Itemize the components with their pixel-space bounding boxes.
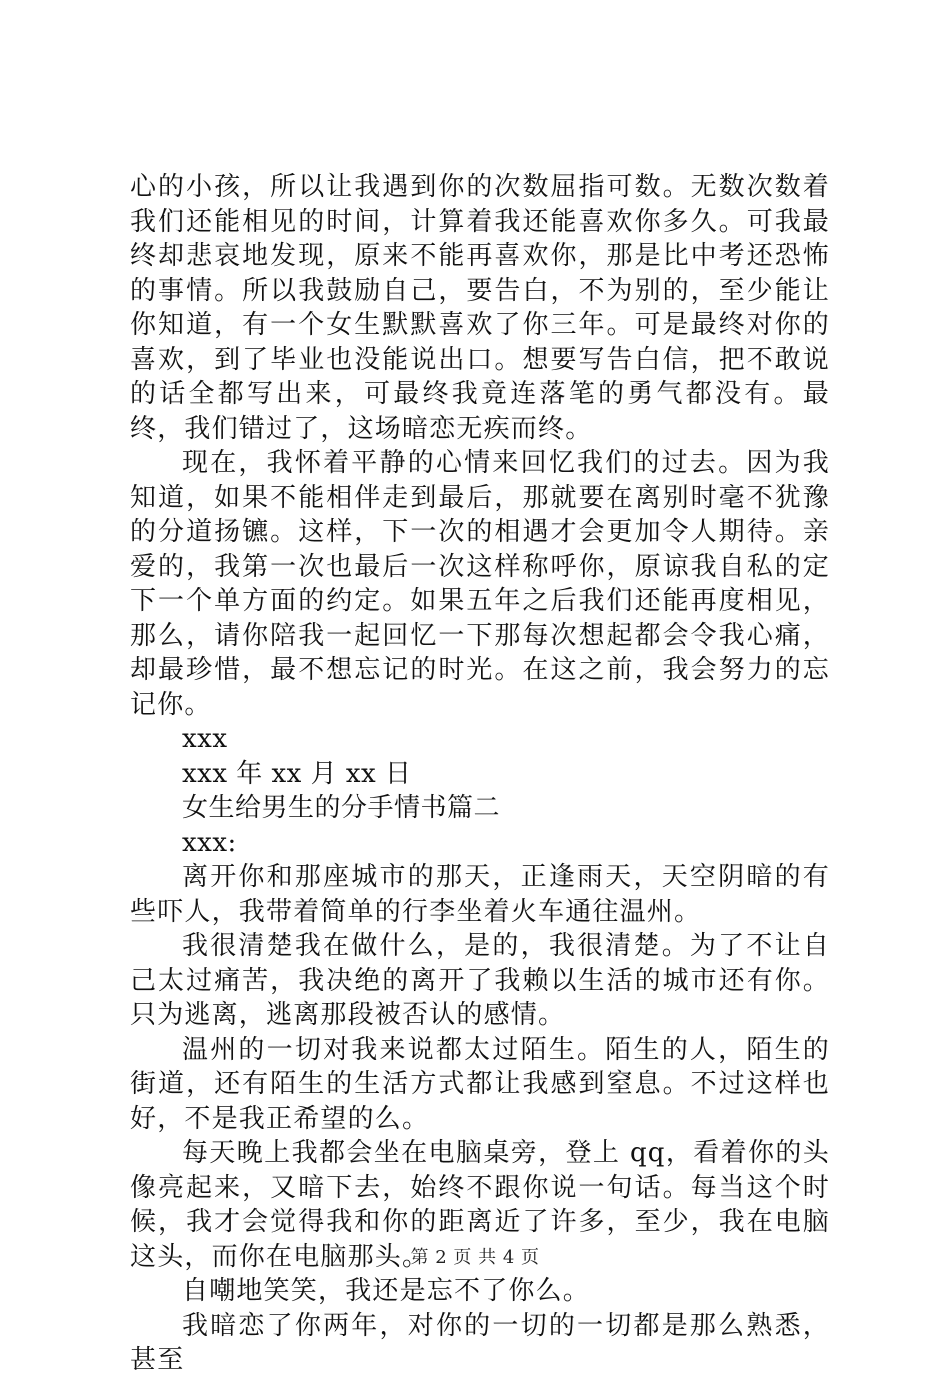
document-body (130, 170, 830, 1378)
paragraph: 我暗恋了你两年，对你的一切的一切都是那么熟悉，甚至 (130, 1310, 830, 1375)
paragraph: 现在，我怀着平静的心情来回忆我们的过去。因为我知道，如果不能相伴走到最后，那就要在离别时毫不犹豫的分道扬镳。这样，下一次的相遇才会更加令人期待。亲爱的，我第一次也最后一次这样称呼你，原谅我自私的定下一个单方面的约定。如果五年之后我们还能再度相见，那么，请你陪我一起回忆一下那每次想起都会令我心痛，却最珍惜，最不想忘记的时光。在这之前，我会努力的忘记你。 (130, 448, 830, 720)
salutation: xxx: (182, 827, 237, 858)
paragraph: 每天晚上我都会坐在电脑桌旁，登上 qq，看着你的头像亮起来，又暗下去，始终不跟你说一句话。每当这个时候，我才会觉得我和你的距离近了许多，至少，我在电脑这头，而你在电脑那头。 (130, 1138, 830, 1272)
page-number-footer: 第 2 页 共 4 页 (410, 1247, 540, 1268)
section-heading: 女生给男生的分手情书篇二 (182, 793, 501, 823)
paragraph: 自嘲地笑笑，我还是忘不了你么。 (182, 1276, 591, 1306)
paragraph: 心的小孩，所以让我遇到你的次数屈指可数。无数次数着我们还能相见的时间，计算着我还能喜欢你多久。可我最终却悲哀地发现，原来不能再喜欢你，那是比中考还恐怖的事情。所以我鼓励自己，要告白，不为别的，至少能让你知道，有一个女生默默喜欢了你三年。可是最终对你的喜欢，到了毕业也没能说出口。想要写告白信，把不敢说的话全都写出来，可最终我竟连落笔的勇气都没有。最终，我们错过了，这场暗恋无疾而终。 (130, 172, 830, 444)
paragraph: 我很清楚我在做什么，是的，我很清楚。为了不让自己太过痛苦，我决绝的离开了我赖以生活的城市还有你。只为逃离，逃离那段被否认的感情。 (130, 931, 830, 1030)
signature-name: xxx (182, 724, 228, 754)
paragraph: 温州的一切对我来说都太过陌生。陌生的人，陌生的街道，还有陌生的生活方式都让我感到窒息。不过这样也好，不是我正希望的么。 (130, 1034, 830, 1134)
paragraph: 离开你和那座城市的那天，正逢雨天，天空阴暗的有些吓人，我带着简单的行李坐着火车通往温州。 (130, 862, 830, 927)
signature-date: xxx 年 xx 月 xx 日 (182, 758, 412, 789)
